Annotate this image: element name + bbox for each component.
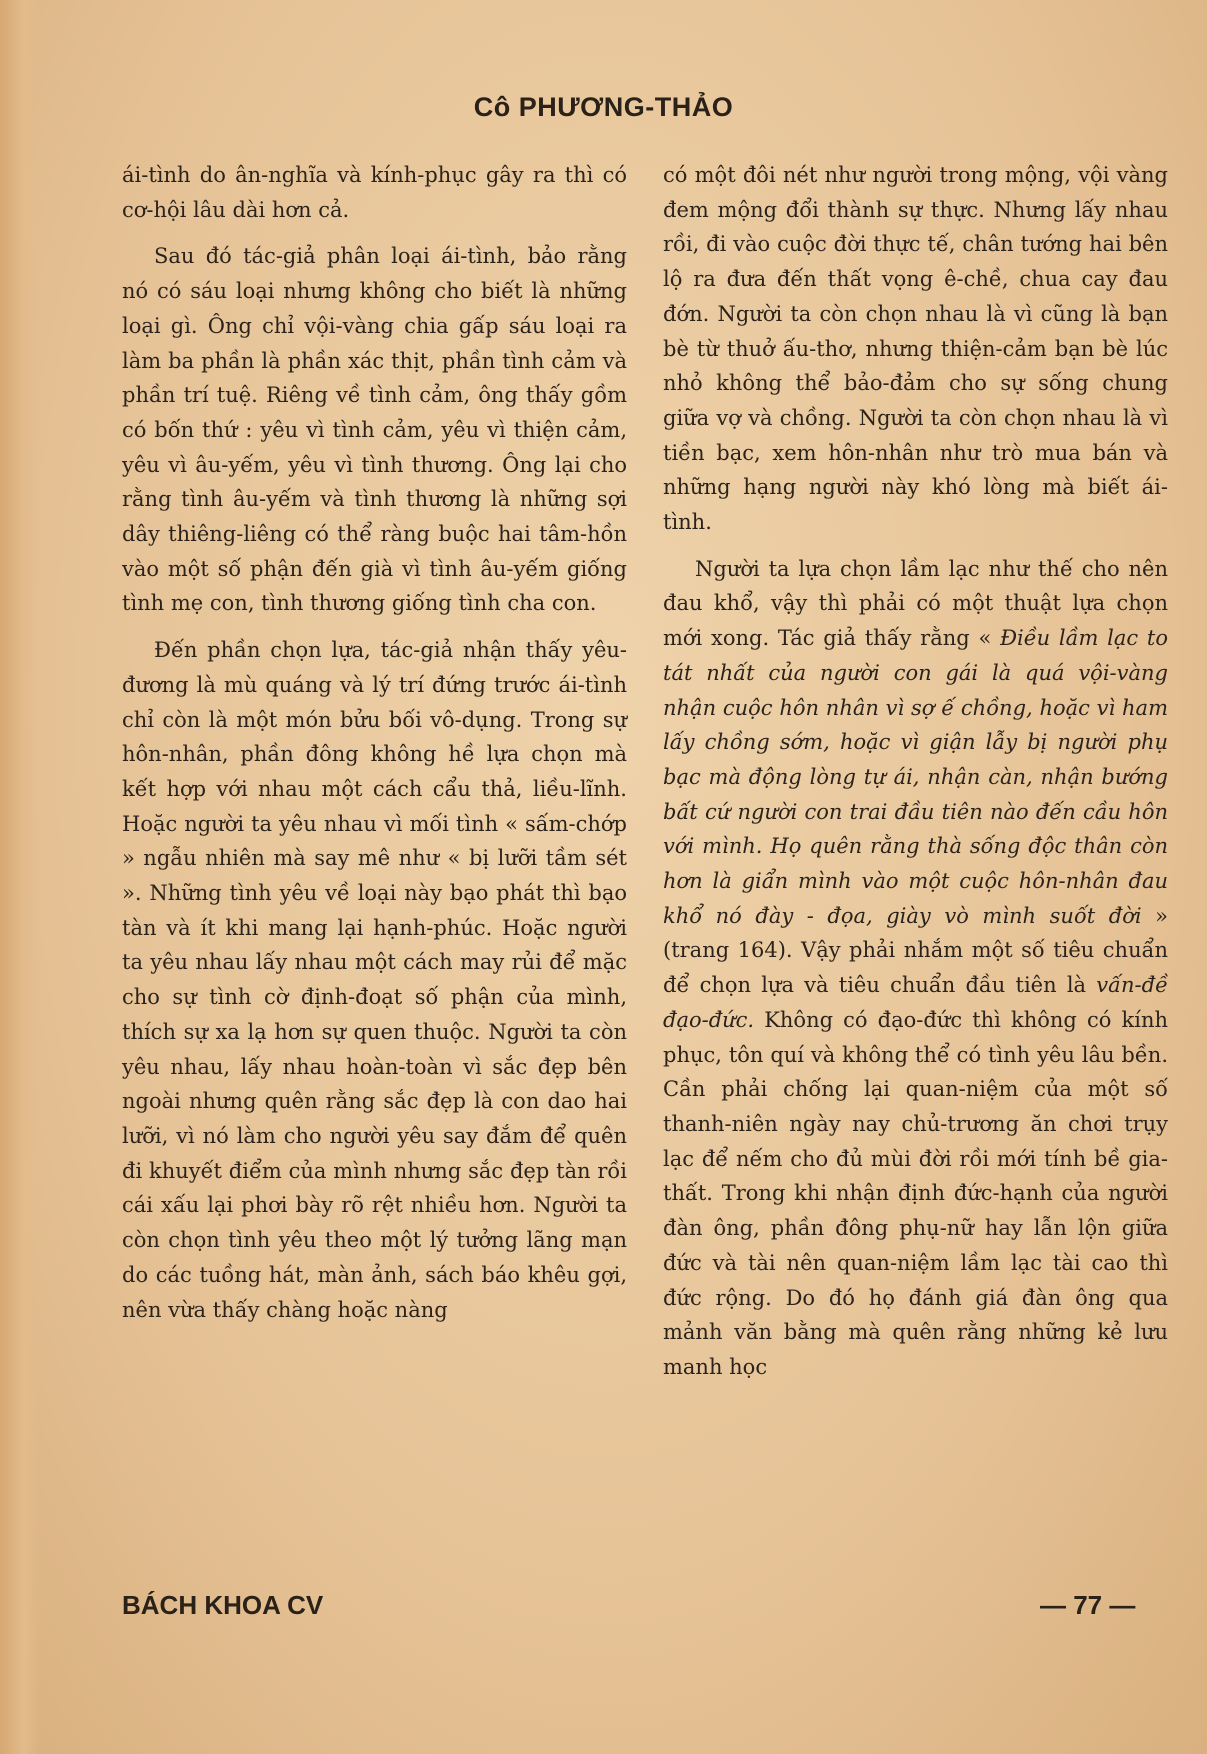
right-paragraph-2-end: Không có đạo-đức thì không có kính phục, tôn quí và không thể có tình yêu lâu bền. Cần phải chống lại quan-niệm của một số thanh-niên ngày nay chủ-trương ăn chơi trụy lạc để nếm cho đủ mùi đời rồi mới tính bề gia-thất. Trong khi nhận định đức-hạnh của người đàn ông, phần đông phụ-nữ hay lẫn lộn giữa đức và tài nên quan-niệm lầm lạc tài cao thì đức rộng. Do đó họ đánh giá đàn ông qua mảnh văn bằng mà quên rằng những kẻ lưu manh học [663,1007,1168,1379]
left-paragraph-3: Đến phần chọn lựa, tác-giả nhận thấy yêu-đương là mù quáng và lý trí đứng trước ái-tình chỉ còn là một món bửu bối vô-dụng. Trong sự hôn-nhân, phần đông không hề lựa chọn mà kết hợp với nhau một cách cẩu thả, liều-lĩnh. Hoặc người ta yêu nhau vì mối tình « sấm-chớp » ngẫu nhiên mà say mê như « bị lưỡi tầm sét ». Những tình yêu về loại này bạo phát thì bạo tàn và ít khi mang lại hạnh-phúc. Hoặc người ta yêu nhau lấy nhau một cách may rủi để mặc cho sự tình cờ định-đoạt số phận của mình, thích sự xa lạ hơn sự quen thuộc. Người ta còn yêu nhau, lấy nhau hoàn-toàn vì sắc đẹp bên ngoài nhưng quên rằng sắc đẹp là con dao hai lưỡi, vì nó làm cho người yêu say đắm để quên đi khuyết điểm của mình nhưng sắc đẹp tàn rồi cái xấu lại phơi bày rõ rệt nhiều hơn. Người ta còn chọn tình yêu theo một lý tưởng lãng mạn do các tuồng hát, màn ảnh, sách báo khêu gợi, nên vừa thấy chàng hoặc nàng [122,638,627,1322]
left-paragraph-1: ái-tình do ân-nghĩa và kính-phục gây ra thì có cơ-hội lâu dài hơn cả. [122,163,627,222]
right-paragraph-1: có một đôi nét như người trong mộng, vội vàng đem mộng đổi thành sự thực. Nhưng lấy nhau rồi, đi vào cuộc đời thực tế, chân tướng hai bên lộ ra đưa đến thất vọng ê-chề, chua cay đau đớn. Người ta còn chọn nhau là vì cũng là bạn bè từ thuở ấu-thơ, nhưng thiện-cảm bạn bè lúc nhỏ không thể bảo-đảm cho sự sống chung giữa vợ và chồng. Người ta còn chọn nhau là vì tiền bạc, xem hôn-nhân như trò mua bán và những hạng người này khó lòng mà biết ái-tình. [663,163,1168,535]
page-title: Cô PHƯƠNG-THẢO [473,92,734,122]
right-paragraph-2-middle: » (trang 164). Vậy phải nhắm một số tiêu chuẩn để chọn lựa và tiêu chuẩn đầu tiên là [663,903,1168,998]
quoted-passage: Điều lầm lạc to tát nhất của người con gái là quá vội-vàng nhận cuộc hôn nhân vì sợ ế chồng, hoặc vì ham lấy chồng sớm, hoặc vì giận lẫy bị người phụ bạc mà động lòng tự ái, nhận càn, nhận bướng bất cứ người con trai đầu tiên nào đến cầu hôn với mình. Họ quên rằng thà sống độc thân còn hơn là giẩn mình vào một cuộc hôn-nhân đau khổ nó đày - đọa, giày vò mình suốt đời [663,626,1168,928]
right-paragraph-2 [663,552,1168,1385]
left-paragraph-2: Sau đó tác-giả phân loại ái-tình, bảo rằng nó có sáu loại nhưng không cho biết là những loại gì. Ông chỉ vội-vàng chia gấp sáu loại ra làm ba phần là phần xác thịt, phần tình cảm và phần trí tuệ. Riêng về tình cảm, ông thấy gồm có bốn thứ : yêu vì tình cảm, yêu vì thiện cảm, yêu vì âu-yếm, yêu vì tình thương. Ông lại cho rằng tình âu-yếm và tình thương là những sợi dây thiêng-liêng có thể ràng buộc hai tâm-hồn vào một số phận đến già vì tình âu-yếm giống tình mẹ con, tình thương giống tình cha con. [122,244,627,616]
left-column [122,158,627,1327]
publication-name: BÁCH KHOA CV [122,1590,324,1620]
torn-edge [0,0,40,1754]
right-column [663,158,1168,1385]
emphasis-text: vấn-đề đạo-đức. [663,973,1168,1032]
right-paragraph-2-intro: Người ta lựa chọn lầm lạc như thế cho nên đau khổ, vậy thì phải có một thuật lựa chọn mới xong. Tác giả thấy rằng « [663,556,1168,651]
page-number: — 77 — [1040,1590,1136,1620]
